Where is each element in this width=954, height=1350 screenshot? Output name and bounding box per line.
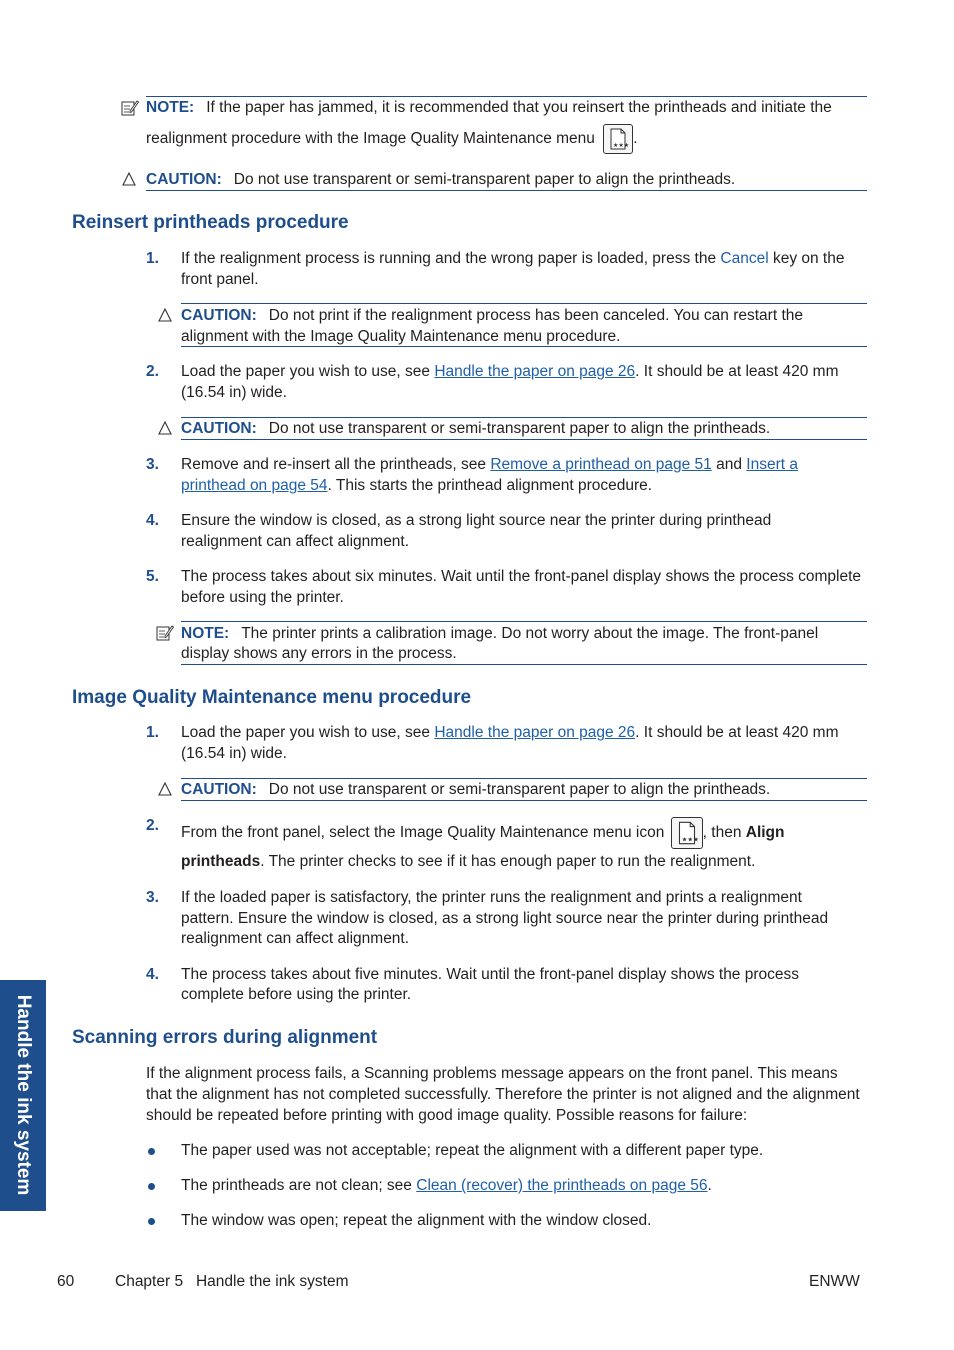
iqm-step4-line2: complete before using the printer. [181,986,412,1003]
bullet-dot [148,1183,155,1190]
step-number: 1. [146,724,159,741]
image-quality-maintenance-icon [603,124,633,154]
scanning-para-line2: that the alignment has not completed successfully. Therefore the printer is not aligned and the alignment [146,1086,860,1103]
iqm-step1-line1 [181,722,839,743]
text-span: The printer prints a calibration image. Do not worry about the image. The front-panel [241,625,819,642]
caution-label: CAUTION: [181,420,257,437]
text-span: Do not use transparent or semi-transparent paper to align the printheads. [268,420,771,437]
reinsert-step2-line1 [181,361,839,382]
iqm-step3-line2: pattern. Ensure the window is closed, as a strong light source near the printer during printhead [181,910,829,927]
step-number: 5. [146,568,159,585]
text-span: The printheads are not clean; see [181,1177,412,1194]
note-line1: If the paper has jammed, it is recommended that you reinsert the printheads and initiate the [206,99,832,116]
text-span: Do not print if the realignment process has been canceled. You can restart the [268,307,804,324]
bold-text: printheads [181,853,261,870]
step-number: 4. [146,966,159,983]
section-heading-reinsert: Reinsert printheads procedure [72,212,349,233]
iqm-step3-line3: realignment can affect alignment. [181,930,410,947]
bold-text: Align [745,824,785,842]
side-tab-label: Handle the ink system [13,994,34,1196]
caution-triangle-icon [158,308,172,322]
step-number: 2. [146,817,159,834]
reinsert-note-line1 [181,623,818,644]
text-span: Remove and re-insert all the printheads, see [181,456,486,473]
iqm-step2-line1 [181,817,785,849]
list-item: The paper used was not acceptable; repeat the alignment with a different paper type. [181,1142,764,1159]
bullet-dot [148,1218,155,1225]
caution-top [146,169,735,190]
footer-chapter: Chapter 5 Handle the ink system [115,1273,349,1290]
reinsert-step1-line2: front panel. [181,271,259,288]
text-span: . It should be at least 420 mm [635,724,839,741]
bullet-dot [148,1148,155,1155]
reinsert-step1-line1 [181,248,844,269]
image-quality-maintenance-icon [671,817,703,849]
note-text-line2 [146,124,638,154]
caution-rule [181,439,867,440]
caution-label: CAUTION: [181,307,257,324]
reinsert-step5-line2: before using the printer. [181,589,344,606]
text-span: . It should be at least 420 mm [635,363,839,380]
step-number: 3. [146,889,159,906]
text-span: . [707,1177,712,1194]
reinsert-step3-line2 [181,475,652,496]
text-span: . This starts the printhead alignment procedure. [327,477,653,494]
caution-triangle-icon [158,421,172,435]
reinsert-caution2 [181,418,770,439]
caution-triangle-icon [122,172,136,186]
caution-label: CAUTION: [181,781,257,798]
text-span: Load the paper you wish to use, see [181,363,431,380]
page-number: 60 [57,1273,75,1290]
note-rule [181,621,867,622]
reinsert-step2-line2: (16.54 in) wide. [181,384,287,401]
iqm-step3-line1: If the loaded paper is satisfactory, the printer runs the realignment and prints a realignment [181,889,802,906]
caution-rule [181,346,867,347]
footer-enww: ENWW [809,1273,860,1290]
step-number: 2. [146,363,159,380]
caution-rule [181,303,867,304]
text-span: Do not use transparent or semi-transparent paper to align the printheads. [268,781,771,798]
chapter-side-tab [0,980,46,1211]
reinsert-note-line2: display shows any errors in the process. [181,645,457,662]
caution-text: Do not use transparent or semi-transparent paper to align the printheads. [233,171,736,188]
reinsert-step4-line2: realignment can affect alignment. [181,533,410,550]
caution-rule [181,800,867,801]
list-item [181,1175,712,1196]
iqm-step2-line2 [181,851,755,872]
text-span: key on the [772,250,845,267]
note-label: NOTE: [181,625,230,642]
step-number: 4. [146,512,159,529]
handle-paper-link[interactable]: Handle the paper on page 26 [434,724,636,741]
handle-paper-link[interactable]: Handle the paper on page 26 [434,363,636,380]
step-number: 1. [146,250,159,267]
cancel-key-link[interactable]: Cancel [720,250,769,267]
insert-printhead-link[interactable]: Insert a [746,456,798,473]
note-line2-end: . [633,130,638,148]
iqm-caution [181,779,770,800]
note-pencil-icon [121,99,139,117]
reinsert-step4-line1: Ensure the window is closed, as a strong light source near the printer during printhead [181,512,772,529]
text-span: If the realignment process is running and the wrong paper is loaded, press the [181,250,717,267]
caution-triangle-icon [158,782,172,796]
section-heading-iqm: Image Quality Maintenance menu procedure [72,687,472,708]
text-span: and [716,456,742,473]
caution-top-rule [146,190,867,191]
note-label: NOTE: [146,99,195,116]
text-span: . The printer checks to see if it has enough paper to run the realignment. [260,853,756,870]
note-text-line1 [146,97,832,118]
scanning-para-line3: should be repeated before printing with good image quality. Possible reasons for failure: [146,1107,748,1124]
reinsert-step5-line1: The process takes about six minutes. Wait until the front-panel display shows the process complete [181,568,862,585]
step-number: 3. [146,456,159,473]
caution-label: CAUTION: [146,171,222,188]
note-line2: realignment procedure with the Image Quality Maintenance menu [146,130,595,148]
reinsert-step3-line1 [181,454,798,475]
svg-text:★★★: ★★★ [613,142,630,149]
text-span: , then [702,824,742,842]
section-heading-scanning: Scanning errors during alignment [72,1027,378,1048]
text-span: Load the paper you wish to use, see [181,724,431,741]
note-rule [181,664,867,665]
scanning-para-line1: If the alignment process fails, a Scanning problems message appears on the front panel. This means [146,1065,838,1082]
text-span: From the front panel, select the Image Quality Maintenance menu icon [181,824,665,842]
iqm-step1-line2: (16.54 in) wide. [181,745,287,762]
clean-printheads-link[interactable]: Clean (recover) the printheads on page 56 [416,1177,708,1194]
insert-printhead-link-cont[interactable]: printhead on page 54 [181,477,328,494]
list-item: The window was open; repeat the alignment with the window closed. [181,1212,652,1229]
remove-printhead-link[interactable]: Remove a printhead on page 51 [490,456,712,473]
svg-text:★★★: ★★★ [681,835,699,844]
reinsert-caution1-line2: alignment with the Image Quality Maintenance menu procedure. [181,328,621,345]
note-pencil-icon [156,624,174,642]
iqm-step4-line1: The process takes about five minutes. Wait until the front-panel display shows the process [181,966,800,983]
reinsert-caution1-line1 [181,305,803,326]
